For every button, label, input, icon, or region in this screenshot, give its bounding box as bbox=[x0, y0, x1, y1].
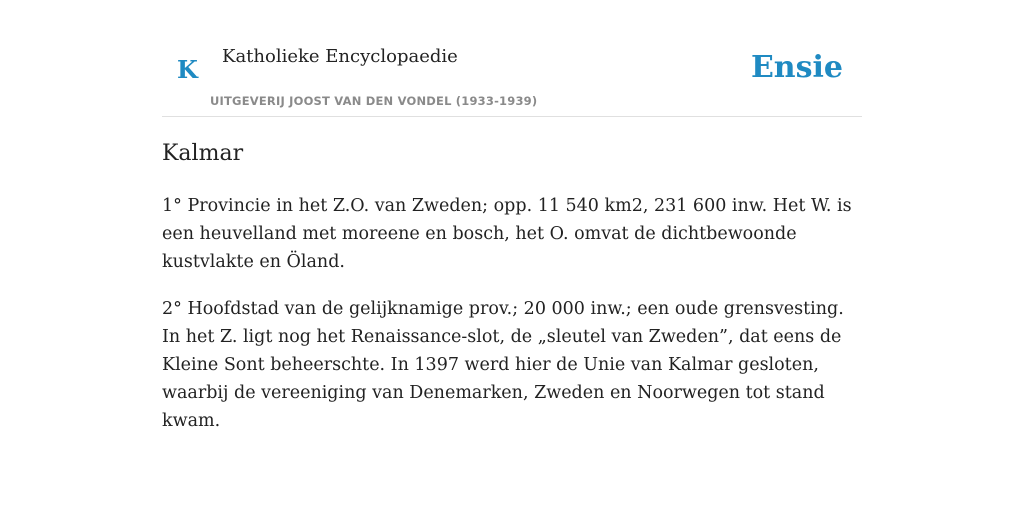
article bbox=[162, 138, 862, 435]
site-header bbox=[162, 0, 862, 117]
encyclopedia-title[interactable]: Katholieke Encyclopaedie bbox=[222, 46, 458, 67]
article-paragraph: 2° Hoofdstad van de gelijknamige prov.; 20 000 inw.; een oude grensvesting. In het Z. ligt nog het Renaissance-slot, de „sleutel van Zweden”, dat eens de Kleine Sont beheerschte. In 1397 werd hier de Unie van Kalmar gesloten, waarbij de vereeniging van Denemarken, Zweden en Noorwegen tot stand kwam. bbox=[162, 299, 844, 431]
ensie-brand-link[interactable]: Ensie bbox=[750, 50, 843, 85]
publisher-subtitle: UITGEVERIJ JOOST VAN DEN VONDEL (1933-1939) bbox=[210, 94, 538, 108]
encyclopedia-logo[interactable]: K bbox=[177, 55, 198, 84]
article-title: Kalmar bbox=[162, 141, 244, 166]
article-paragraph: 1° Provincie in het Z.O. van Zweden; opp. 11 540 km2, 231 600 inw. Het W. is een heuvelland met moreene en bosch, het O. omvat de dichtbewoonde kustvlakte en Öland. bbox=[162, 196, 852, 272]
